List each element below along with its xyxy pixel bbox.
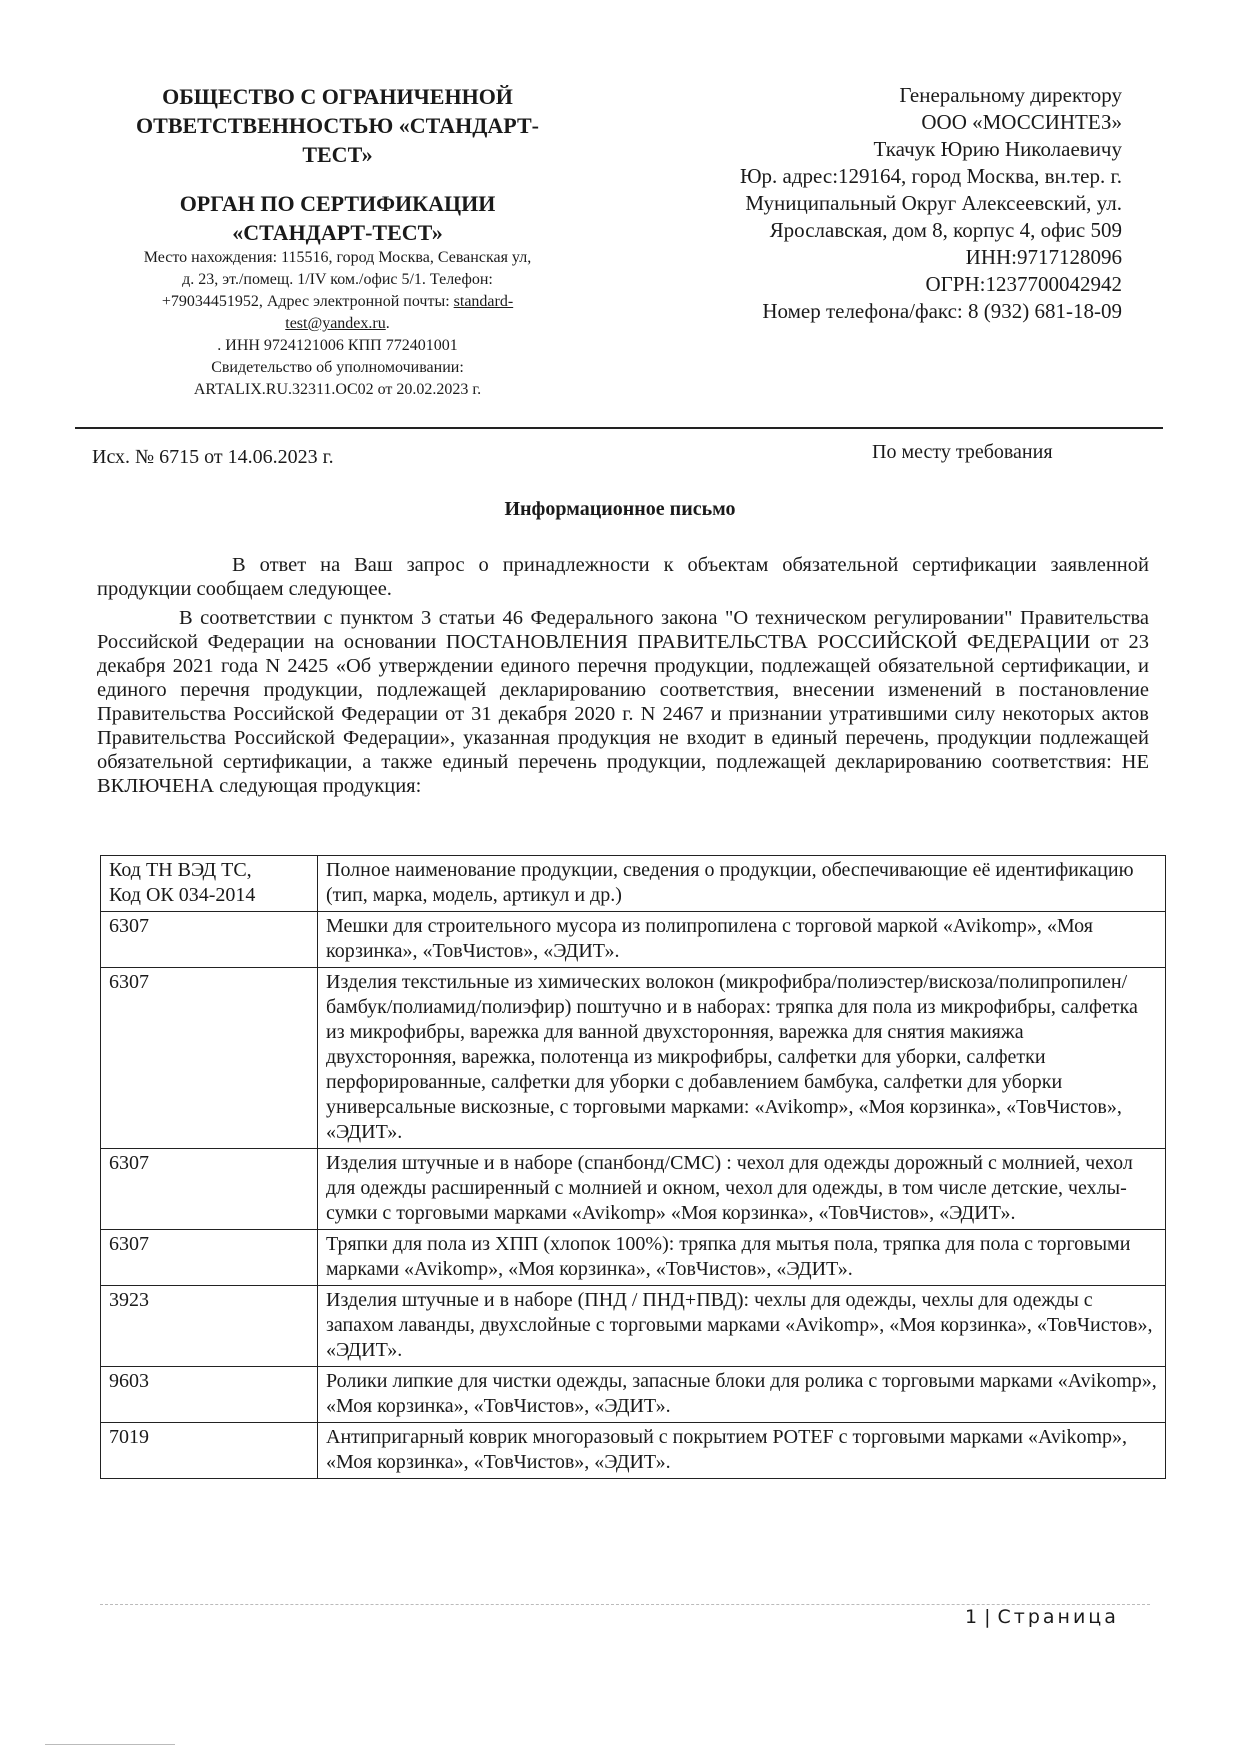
product-code-cell: 6307 xyxy=(101,1149,318,1230)
address-line: д. 23, эт./помещ. 1/IV ком./офис 5/1. Телефон: xyxy=(182,271,493,288)
org-line: ОТВЕТСТВЕННОСТЬЮ «СТАНДАРТ- xyxy=(136,113,539,138)
header-divider xyxy=(75,427,1163,429)
recipient-line: ИНН:9717128096 xyxy=(965,245,1122,269)
header-code-line: Код ТН ВЭД ТС, xyxy=(109,859,252,881)
intro-paragraph xyxy=(97,553,1149,601)
header-name-cell: Полное наименование продукции, сведения о продукции, обеспечивающие её идентификацию (тип, марка, модель, артикул и др.) xyxy=(318,856,1166,912)
main-paragraph xyxy=(97,606,1149,798)
table-header-row xyxy=(101,856,1166,912)
footer-divider xyxy=(100,1604,1150,1605)
table-row xyxy=(101,1423,1166,1479)
recipient-line: Номер телефона/факс: 8 (932) 681-18-09 xyxy=(762,299,1122,323)
sender-block xyxy=(85,82,590,401)
org-line: ОБЩЕСТВО С ОГРАНИЧЕННОЙ xyxy=(162,84,513,109)
body-line: «СТАНДАРТ-ТЕСТ» xyxy=(232,220,443,245)
recipient-line: Генеральному директору xyxy=(899,83,1122,107)
address-line: Место нахождения: 115516, город Москва, Севанская ул, xyxy=(143,249,532,266)
product-name-cell: Тряпки для пола из ХПП (хлопок 100%): тряпка для мытья пола, тряпка для пола с торговыми марками «Avikomp», «Моя корзинка», «ТовЧистов», «ЭДИТ». xyxy=(318,1230,1166,1286)
recipient-line: Ткачук Юрию Николаевичу xyxy=(873,137,1122,161)
body-line: ОРГАН ПО СЕРТИФИКАЦИИ xyxy=(179,191,496,216)
table-row xyxy=(101,1286,1166,1367)
product-code-cell: 6307 xyxy=(101,912,318,968)
email-link[interactable]: test@yandex.ru xyxy=(285,315,386,332)
recipient-line: Муниципальный Округ Алексеевский, ул. xyxy=(745,191,1122,215)
header-code-line: Код ОК 034-2014 xyxy=(109,884,256,906)
main-text: В соответствии с пунктом 3 статьи 46 Федерального закона "О техническом регулировании" Правительства Российской Федерации на основании ПОСТАНОВЛЕНИЯ ПРАВИТЕЛЬСТВА РОССИЙСКОЙ ФЕДЕРАЦИИ от 23 декабря 2021 года N 2425 «Об утверждении единого перечня продукции, подлежащей обязательной сертификации, и единого перечня продукции, подлежащей декларированию соответствия, внесении изменений в постановление Правительства Российской Федерации от 31 декабря 2020 г. N 2467 и признании утратившими силу некоторых актов Правительства Российской Федерации», указанная продукция не входит в единый перечень, продукции подлежащей обязательной сертификации, а также единый перечень продукции, подлежащей декларированию соответствия: НЕ ВКЛЮЧЕНА следующая продукция: xyxy=(97,607,1149,797)
recipient-line: ООО «МОССИНТЕЗ» xyxy=(921,110,1122,134)
table-row xyxy=(101,1149,1166,1230)
product-name-cell: Мешки для строительного мусора из полипропилена с торговой маркой «Avikomp», «Моя корзинка», «ТовЧистов», «ЭДИТ». xyxy=(318,912,1166,968)
inn-kpp-line: . ИНН 9724121006 КПП 772401001 xyxy=(217,337,458,354)
sender-contacts xyxy=(85,247,590,401)
table-row xyxy=(101,1367,1166,1423)
product-code-cell: 7019 xyxy=(101,1423,318,1479)
phone-email-line xyxy=(85,291,590,313)
product-name-cell: Антипригарный коврик многоразовый с покрытием POTEF с торговыми марками «Avikomp», «Моя корзинка», «ТовЧистов», «ЭДИТ». xyxy=(318,1423,1166,1479)
product-code-cell: 6307 xyxy=(101,1230,318,1286)
organization-name xyxy=(85,82,590,169)
page-separator: | xyxy=(984,1606,994,1628)
cert-line: ARTALIX.RU.32311.OC02 от 20.02.2023 г. xyxy=(193,381,482,398)
email-line: test@yandex.ru. xyxy=(285,315,390,332)
page-number xyxy=(965,1606,1119,1628)
org-line: ТЕСТ» xyxy=(302,142,373,167)
destination-note: По месту требования xyxy=(872,441,1053,463)
table-row xyxy=(101,912,1166,968)
certification-body-name xyxy=(85,189,590,247)
recipient-block xyxy=(562,82,1122,325)
products-table xyxy=(100,855,1166,1479)
page-label: Страница xyxy=(997,1606,1119,1628)
product-name-cell: Изделия штучные и в наборе (ПНД / ПНД+ПВД): чехлы для одежды, чехлы для одежды с запахом лаванды, двухслойные с торговыми марками «Avikomp», «Моя корзинка», «ТовЧистов», «ЭДИТ». xyxy=(318,1286,1166,1367)
table-row xyxy=(101,968,1166,1149)
outgoing-number: Исх. № 6715 от 14.06.2023 г. xyxy=(92,446,334,468)
phone-email-label: +79034451952, Адрес электронной почты: xyxy=(161,293,454,310)
page-number-value: 1 xyxy=(965,1606,981,1628)
email-link[interactable]: standard- xyxy=(453,293,514,310)
recipient-line: ОГРН:1237700042942 xyxy=(925,272,1122,296)
product-name-cell: Ролики липкие для чистки одежды, запасные блоки для ролика с торговыми марками «Avikomp», «Моя корзинка», «ТовЧистов», «ЭДИТ». xyxy=(318,1367,1166,1423)
product-code-cell: 6307 xyxy=(101,968,318,1149)
table-row xyxy=(101,1230,1166,1286)
cert-line: Свидетельство об уполномочивании: xyxy=(211,359,464,376)
header-code-cell xyxy=(101,856,318,912)
scan-artifact-line xyxy=(45,1744,175,1745)
recipient-line: Юр. адрес:129164, город Москва, вн.тер. г. xyxy=(739,164,1122,188)
product-name-cell: Изделия текстильные из химических волокон (микрофибра/полиэстер/вискоза/полипропилен/бамбук/полиамид/полиэфир) поштучно и в наборах: тряпка для пола из микрофибры, салфетка из микрофибры, варежка для ванной двухсторонняя, варежка для снятия макияжа двухсторонняя, варежка, полотенца из микрофибры, салфетки для уборки, салфетки перфорированные, салфетки для уборки с добавлением бамбука, салфетки для уборки универсальные вискозные, с торговыми марками: «Avikomp», «Моя корзинка», «ТовЧистов», «ЭДИТ». xyxy=(318,968,1166,1149)
product-name-cell: Изделия штучные и в наборе (спанбонд/СМС) : чехол для одежды дорожный с молнией, чехол для одежды расширенный с молнией и окном, чехол для одежды, в том числе детские, чехлы-сумки с торговыми марками «Avikomp» «Моя корзинка», «ТовЧистов», «ЭДИТ». xyxy=(318,1149,1166,1230)
product-code-cell: 3923 xyxy=(101,1286,318,1367)
letter-title: Информационное письмо xyxy=(504,498,736,520)
product-code-cell: 9603 xyxy=(101,1367,318,1423)
intro-text: В ответ на Ваш запрос о принадлежности к объектам обязательной сертификации заявленной продукции сообщаем следующее. xyxy=(97,554,1149,600)
recipient-line: Ярославская, дом 8, корпус 4, офис 509 xyxy=(769,218,1122,242)
